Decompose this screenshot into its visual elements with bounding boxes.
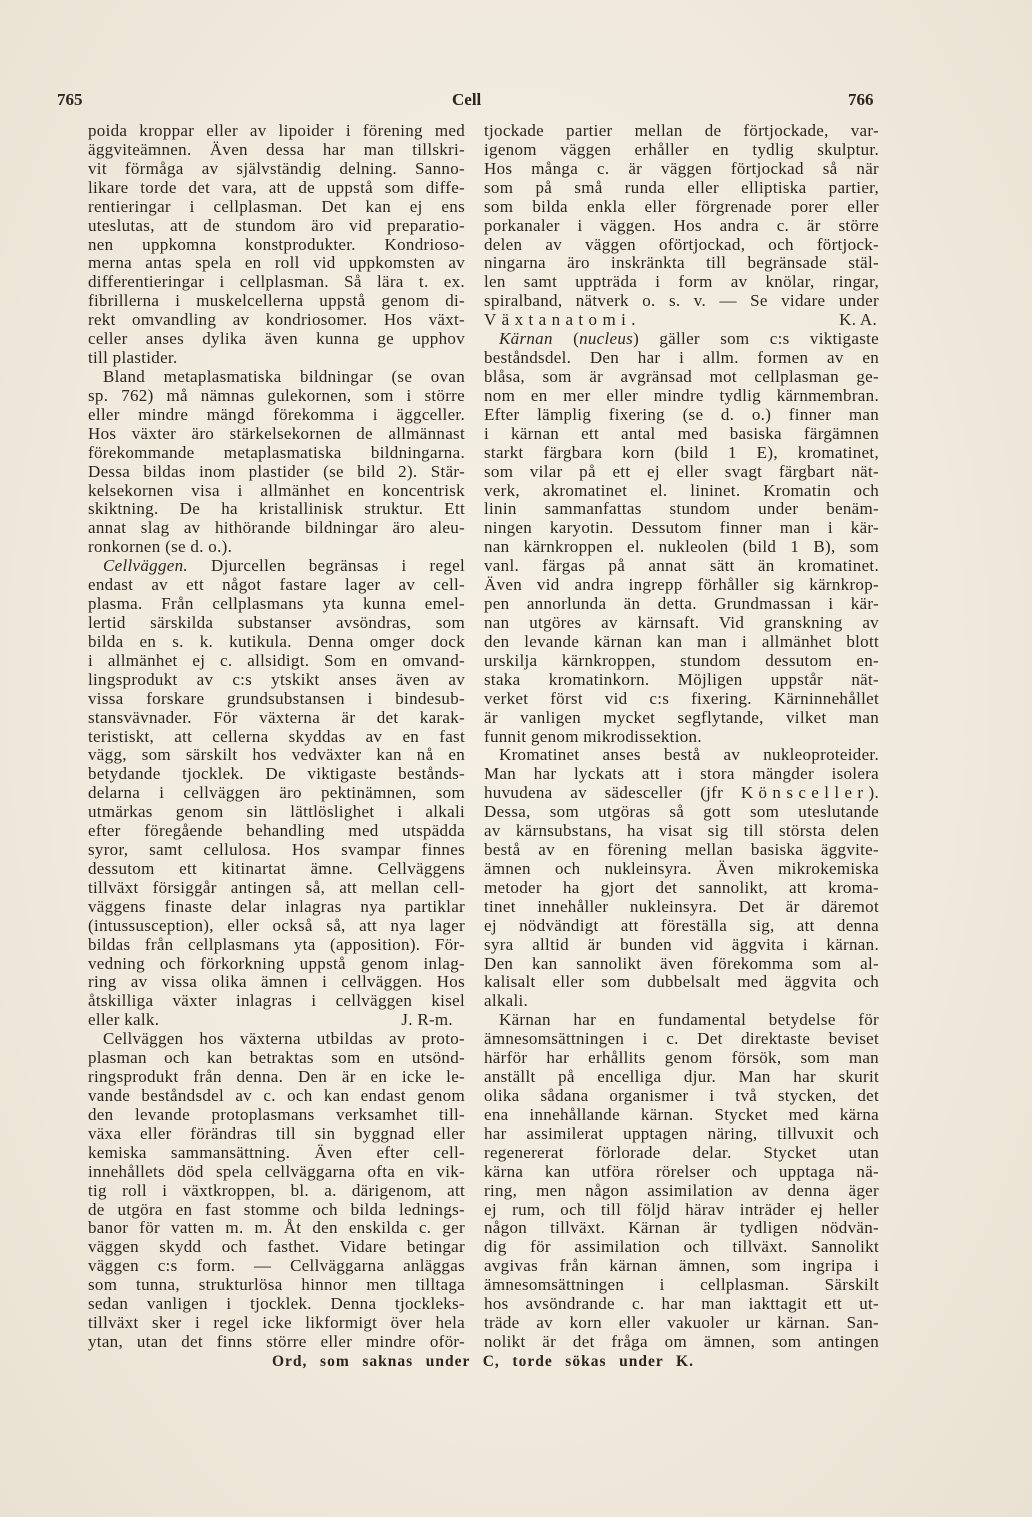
text-line: verket först vid c:s fixering. Kärninnehållet — [484, 688, 879, 708]
text-line: porkanaler i väggen. Hos andra c. är större — [484, 215, 879, 235]
text-line: tinet innehåller nukleinsyra. Det är däremot — [484, 896, 879, 916]
text-line: som bilda enkla eller förgrenade porer eller — [484, 196, 879, 216]
text-line: metoder ha gjort det sannolikt, att kroma- — [484, 877, 879, 897]
spaced-reference: Könsceller — [740, 783, 869, 803]
text-line: ringsprodukt från denna. Den är en icke le- — [88, 1067, 465, 1087]
text-line: beståndsdel. Den har i allm. formen av en — [484, 348, 879, 368]
text-line: kemiska sammansättning. Även efter cell- — [88, 1142, 465, 1162]
text-line: anställt på encelliga djur. Man har skurit — [484, 1067, 879, 1087]
text-line — [88, 538, 465, 557]
text-line: Den kan sannolikt även förekomma som al- — [484, 953, 879, 973]
footer-note: Ord, som saknas under C, torde sökas under K. — [272, 1353, 694, 1370]
text-line: ej rum, och till följd härav inträder ej heller — [484, 1199, 879, 1219]
text-line: ring av vissa olika ämnen i cellväggen. Hos — [88, 972, 465, 992]
text-line: bildas från cellplasmans yta (apposition). För- — [88, 934, 465, 954]
text-line — [88, 1011, 465, 1030]
text-line: stansvävnader. För växterna är det karak- — [88, 707, 465, 727]
text-segment: Bland metaplasmatiska bildningar (se ovan — [103, 366, 465, 386]
text-line: nan utgöres av kärnsaft. Vid granskning av — [484, 612, 879, 632]
text-line: Efter lämplig fixering (se d. o.) finner man — [484, 404, 879, 424]
text-line: Dessa bildas inom plastider (se bild 2). Stär- — [88, 461, 465, 481]
text-line — [484, 784, 879, 803]
text-line: plasma. Från cellplasmans yta kunna emel- — [88, 594, 465, 614]
text-line: vissa forskare grundsubstansen i bindesub- — [88, 688, 465, 708]
text-line: avgivas från kärnan ämnen, som ingripa i — [484, 1256, 879, 1276]
text-line: Hos många c. är väggen förtjockad så när — [484, 158, 879, 178]
text-line: rentieringar i cellplasman. Det kan ej ens — [88, 196, 465, 216]
text-line: ämnen och nukleinsyra. Även mikrokemiska — [484, 858, 879, 878]
text-line: igenom väggen erhåller en tydlig skulptur. — [484, 139, 879, 159]
text-line: ningarna äro inskränkta till begränsade stäl- — [484, 253, 879, 273]
text-line: någon tillväxt. Kärnan är tydligen nödvän- — [484, 1218, 879, 1238]
text-line: likare torde det vara, att de uppstå som diffe- — [88, 177, 465, 197]
text-line: växa eller förändras till sin byggnad eller — [88, 1123, 465, 1143]
text-line: träde av korn eller vakuoler ur kärnan. San- — [484, 1313, 879, 1333]
text-line: pen annorlunda än detta. Grundmassan i kär- — [484, 594, 879, 614]
text-segment: Djurcellen begränsas i regel — [187, 556, 465, 576]
line-text — [88, 1011, 159, 1030]
text-line — [484, 992, 879, 1011]
column-left — [88, 122, 465, 1352]
text-line: tig roll i växtkroppen, bl. a. därigenom, att — [88, 1180, 465, 1200]
text-line: nen uppkomna konstprodukter. Kondrioso- — [88, 234, 465, 254]
text-line: förekommande metaplasmatiska bildningarna. — [88, 442, 465, 462]
text-line: delarna i cellväggen äro pektinämnen, som — [88, 783, 465, 803]
text-line: nan kärnkroppen el. nukleolen (bild 1 B), som — [484, 537, 879, 557]
text-line: som tunna, strukturlösa hinnor men tilltaga — [88, 1275, 465, 1295]
italic-term: nucleus — [579, 329, 634, 349]
text-line: dig för assimilation och tillväxt. Sannolikt — [484, 1237, 879, 1257]
text-line: Hos växter äro stärkelsekornen de allmännast — [88, 423, 465, 443]
text-segment: funnit genom mikrodissektion. — [484, 726, 702, 746]
text-line: ämnesomsättningen i c. Det direktaste beviset — [484, 1029, 879, 1049]
text-line: vanl. färgas på annat sätt än kromatinet. — [484, 556, 879, 576]
text-line: blåsa, som är avgränsad mot cellplasman ge- — [484, 366, 879, 386]
line-text — [484, 311, 636, 330]
text-line: regenererat förlorade delar. Stycket utan — [484, 1142, 879, 1162]
text-line: dessutom ett kitinartat ämne. Cellväggens — [88, 858, 465, 878]
text-line: tjockade partier mellan de förtjockade, var- — [484, 121, 879, 140]
text-line: len samt uppträda i form av knölar, ringar, — [484, 272, 879, 292]
text-line: celler anses dylika även kunna ge upphov — [88, 329, 465, 349]
text-line: rekt omvandling av kondriosomer. Hos växt- — [88, 310, 465, 330]
text-line: syror, samt cellulosa. Hos svampar finnes — [88, 840, 465, 860]
text-line — [484, 330, 879, 349]
text-line: betydande tjocklek. De viktigaste bestånds- — [88, 764, 465, 784]
text-line: (intussusception), eller också så, att nya lager — [88, 915, 465, 935]
running-title: Cell — [452, 90, 482, 109]
text-line: kärna kan utföra rörelser och upptaga nä- — [484, 1161, 879, 1181]
text-line: i allmänhet ej c. allsidigt. Som en omvand- — [88, 650, 465, 670]
spaced-reference: Växtanatomi — [484, 310, 632, 330]
text-line: starkt färgbara korn (bild 1 E), kromatinet, — [484, 442, 879, 462]
text-line: vit förmåga av självständig delning. Sanno- — [88, 158, 465, 178]
text-line: merna antas spela en roll vid uppkomsten av — [88, 253, 465, 273]
text-line: ej nödvändigt att föreställa sig, att denna — [484, 915, 879, 935]
text-line: kalisalt eller som dubbelsalt med äggvita och — [484, 972, 879, 992]
text-line: olika sådana organismer i två stycken, det — [484, 1086, 879, 1106]
text-line: ena innehållande kärnan. Stycket med kärna — [484, 1104, 879, 1124]
italic-term: Kärnan — [499, 329, 553, 349]
text-line: har assimilerat upptagen näring, tillvuxit och — [484, 1123, 879, 1143]
text-segment: . — [631, 310, 636, 330]
text-line: väggen skydd och fasthet. Vidare betingar — [88, 1237, 465, 1257]
text-line: härför har erhållits genom försök, som man — [484, 1048, 879, 1068]
text-line: ring, men någon assimilation av denna äger — [484, 1180, 879, 1200]
text-line: delen av väggen oförtjockad, och förtjock- — [484, 234, 879, 254]
text-line: äggviteämnen. Även dessa har man tillskri- — [88, 139, 465, 159]
text-line: vedning och förkorkning uppstå genom inlag- — [88, 953, 465, 973]
italic-term: Cellväggen. — [103, 556, 188, 576]
text-line: Man har lyckats att i stora mängder isolera — [484, 764, 879, 784]
text-line: bilda en s. k. kutikula. Denna omger dock — [88, 631, 465, 651]
text-segment: till plastider. — [88, 348, 178, 368]
text-line: sedan vanligen i tjocklek. Denna tjockleks- — [88, 1294, 465, 1314]
text-line: åtskilliga växter inlagras i cellväggen kisel — [88, 991, 465, 1011]
text-line: väggen c:s form. — Cellväggarna anläggas — [88, 1256, 465, 1276]
text-segment: Kärnan har en fundamental betydelse för — [499, 1010, 879, 1030]
text-line: av kärnsubstans, ha visat sig till största delen — [484, 821, 879, 841]
text-line: kelsekornen visa i allmänhet en koncentrisk — [88, 480, 465, 500]
text-line: fibrillerna i muskelcellerna uppstå genom di- — [88, 291, 465, 311]
text-line: skiktning. De ha kristallinisk struktur. Ett — [88, 499, 465, 519]
text-line: hos avsöndrande c. har man iakttagit ett ut- — [484, 1294, 879, 1314]
text-segment: ). — [868, 783, 879, 803]
text-line: uteslutas, att de stundom äro vid preparatio- — [88, 215, 465, 235]
page-number-right: 766 — [848, 90, 874, 109]
text-line: endast av ett något fastare lager av cell- — [88, 575, 465, 595]
text-line: nolikt är det fråga om ämnen, som antingen — [484, 1332, 879, 1351]
text-line: annat slag av hithörande bildningar äro aleu- — [88, 518, 465, 538]
text-line: i kärnan ett antal med basiska färgämnen — [484, 423, 879, 443]
page-number-left: 765 — [57, 90, 83, 109]
text-line: poida kroppar eller av lipoider i förening med — [88, 121, 465, 140]
author-signature: J. R-m. — [401, 1010, 453, 1030]
text-line: den levande protoplasmans verksamhet till- — [88, 1104, 465, 1124]
text-line: ytan, utan det finns större eller mindre oför- — [88, 1332, 465, 1351]
text-line — [484, 1011, 879, 1030]
text-segment: Cellväggen hos växterna utbildas av proto- — [103, 1029, 465, 1049]
text-line — [484, 746, 879, 765]
text-line: plasman och kan betraktas som en utsönd- — [88, 1048, 465, 1068]
text-segment: eller kalk. — [88, 1010, 160, 1030]
text-line: ämnesomsättningen i cellplasman. Särskilt — [484, 1275, 879, 1295]
text-line: teristiskt, att cellerna skyddas av en fast — [88, 726, 465, 746]
text-segment: huvudena av sädesceller (jfr — [484, 783, 741, 803]
text-line: bestå av en förening mellan basiska äggvite- — [484, 840, 879, 860]
text-line: den levande kärnan kan man i allmänhet blott — [484, 631, 879, 651]
text-line: spiralband, nätverk o. s. v. — Se vidare under — [484, 291, 879, 311]
text-line: syra alltid är bunden vid äggvita i kärnan. — [484, 934, 879, 954]
text-line: Dessa, som utgöras så gott som uteslutande — [484, 802, 879, 822]
text-line: sp. 762) må nämnas gulekornen, som i större — [88, 385, 465, 405]
text-line: tillväxt sker i regel icke likformigt över hela — [88, 1313, 465, 1333]
text-line: är vanligen mycket segflytande, vilket man — [484, 707, 879, 727]
text-line: utmärkas genom sin lättlöslighet i alkali — [88, 802, 465, 822]
text-line: urskilja kärnkroppen, stundom dessutom en- — [484, 650, 879, 670]
text-line — [88, 557, 465, 576]
text-line: lertid särskilda substanser avsöndras, som — [88, 612, 465, 632]
text-line: staka kromatinkorn. Möjligen uppstår nät- — [484, 669, 879, 689]
text-line — [88, 349, 465, 368]
text-line: vägg, som särskilt hos vedväxter kan nå en — [88, 745, 465, 765]
text-line: lingsprodukt av c:s ytskikt anses även av — [88, 669, 465, 689]
text-line — [88, 368, 465, 387]
column-right — [484, 122, 879, 1352]
text-segment: alkali. — [484, 991, 529, 1011]
author-signature: K. A. — [839, 310, 877, 330]
text-line: banor för vatten m. m. Åt den enskilda c. ger — [88, 1218, 465, 1238]
text-segment: ronkornen (se d. o.). — [88, 537, 233, 557]
text-segment: ) gäller som c:s viktigaste — [633, 329, 879, 349]
text-segment: Kromatinet anses bestå av nukleoproteider. — [499, 745, 879, 765]
text-line: väggens finaste delar inlagras nya partiklar — [88, 896, 465, 916]
text-line — [484, 311, 879, 330]
text-line: tillväxt försiggår antingen så, att mellan cell- — [88, 877, 465, 897]
text-line: innehållets död spela cellväggarna ofta en vik- — [88, 1161, 465, 1181]
text-line: vande beståndsdel av c. och kan endast genom — [88, 1086, 465, 1106]
text-segment: ( — [552, 329, 580, 349]
text-line: verk, akromatinet el. lininet. Kromatin och — [484, 480, 879, 500]
text-line: differentieringar i cellplasman. Så lära t. ex. — [88, 272, 465, 292]
text-line: nom en mer eller mindre tydlig kärnmembran. — [484, 385, 879, 405]
text-line: ningen karyotin. Dessutom finner man i kär- — [484, 518, 879, 538]
text-line: de utgöra en fast stomme och bilda lednings- — [88, 1199, 465, 1219]
text-line: linin sammanfattas stundom under benäm- — [484, 499, 879, 519]
text-line: Även vid andra ingrepp förhåller sig kärnkrop- — [484, 575, 879, 595]
text-line: eller mindre mängd förekomma i äggceller. — [88, 404, 465, 424]
text-line — [88, 1030, 465, 1049]
text-line: efter föregående behandling med utspädda — [88, 821, 465, 841]
text-line: som på små runda eller elliptiska partier, — [484, 177, 879, 197]
text-line: som vilar på ett ej eller svagt färgbart nät- — [484, 461, 879, 481]
text-line — [484, 728, 879, 747]
